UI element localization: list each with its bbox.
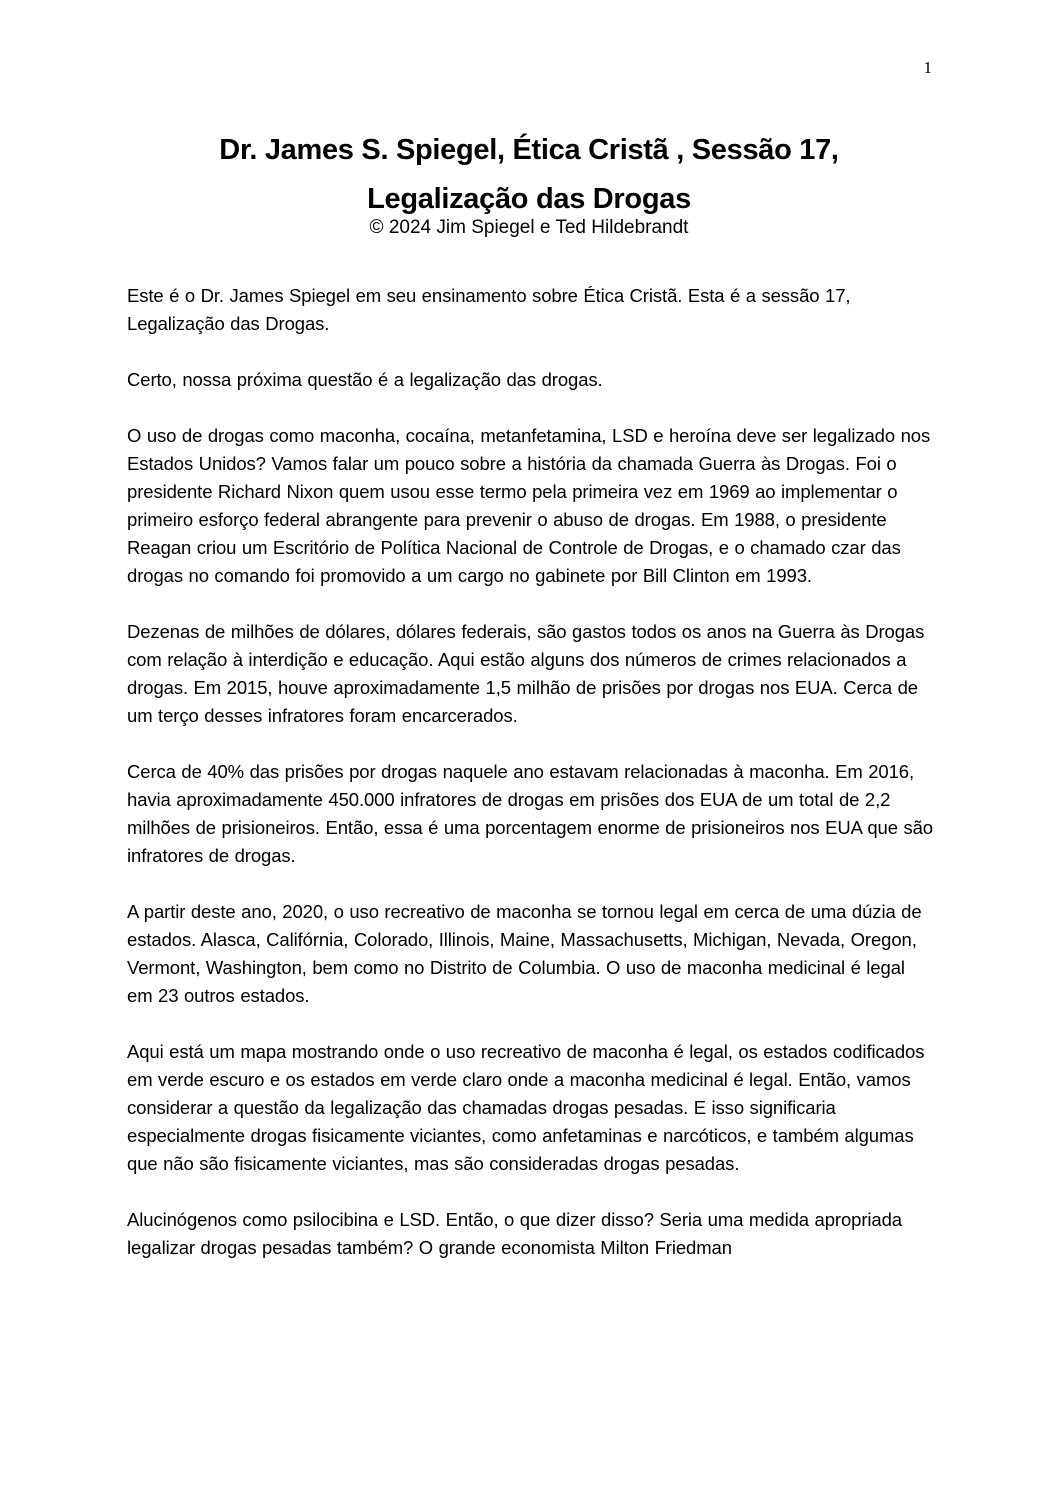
paragraph-war-on-drugs-history: O uso de drogas como maconha, cocaína, metanfetamina, LSD e heroína deve ser legalizado nos Estados Unidos? Vamos falar um pouco sobre a história da chamada Guerra às Drogas. Foi o presidente Richard Nixon quem usou esse termo pela primeira vez em 1969 ao implementar o primeiro esforço federal abrangente para prevenir o abuso de drogas. Em 1988, o presidente Reagan criou um Escritório de Política Nacional de Controle de Drogas, e o chamado czar das drogas no comando foi promovido a um cargo no gabinete por Bill Clinton em 1993. [127, 425, 931, 586]
paragraph-arrest-statistics: Cerca de 40% das prisões por drogas naquele ano estavam relacionadas à maconha. Em 2016, havia aproximadamente 450.000 infratores de drogas em prisões dos EUA de um total de 2,2 milhões de prisioneiros. Então, essa é uma porcentagem enorme de prisioneiros nos EUA que são infratores de drogas. [127, 761, 933, 866]
paragraph-intro: Este é o Dr. James Spiegel em seu ensinamento sobre Ética Cristã. Esta é a sessão 17, Legalização das Drogas. [127, 285, 851, 334]
paragraph-hallucinogens: Alucinógenos como psilocibina e LSD. Então, o que dizer disso? Seria uma medida apropriada legalizar drogas pesadas também? O grande economista Milton Friedman [127, 1209, 902, 1258]
paragraph-federal-spending: Dezenas de milhões de dólares, dólares federais, são gastos todos os anos na Guerra às Drogas com relação à interdição e educação. Aqui estão alguns dos números de crimes relacionados a drogas. Em 2015, houve aproximadamente 1,5 milhão de prisões por drogas nos EUA. Cerca de um terço desses infratores foram encarcerados. [127, 621, 925, 726]
document-title [0, 0, 1058, 224]
page-number: 1 [923, 58, 932, 77]
copyright-line: © 2024 Jim Spiegel e Ted Hildebrandt [369, 217, 689, 238]
title-line-2: Legalização das Drogas [367, 183, 691, 215]
paragraph-next-question: Certo, nossa próxima questão é a legalização das drogas. [127, 369, 603, 390]
paragraph-legal-states: A partir deste ano, 2020, o uso recreativo de maconha se tornou legal em cerca de uma dúzia de estados. Alasca, Califórnia, Colorado, Illinois, Maine, Massachusetts, Michigan, Nevada, Oregon, Vermont, Washington, bem como no Distrito de Columbia. O uso de maconha medicinal é legal em 23 outros estados. [127, 901, 922, 1006]
document-body [127, 282, 934, 1262]
paragraph-map-hard-drugs: Aqui está um mapa mostrando onde o uso recreativo de maconha é legal, os estados codificados em verde escuro e os estados em verde claro onde a maconha medicinal é legal. Então, vamos considerar a questão da legalização das chamadas drogas pesadas. E isso significaria especialmente drogas fisicamente viciantes, como anfetaminas e narcóticos, e também algumas que não são fisicamente viciantes, mas são consideradas drogas pesadas. [127, 1041, 925, 1174]
title-line-1: Dr. James S. Spiegel, Ética Cristã , Sessão 17, [219, 134, 839, 166]
